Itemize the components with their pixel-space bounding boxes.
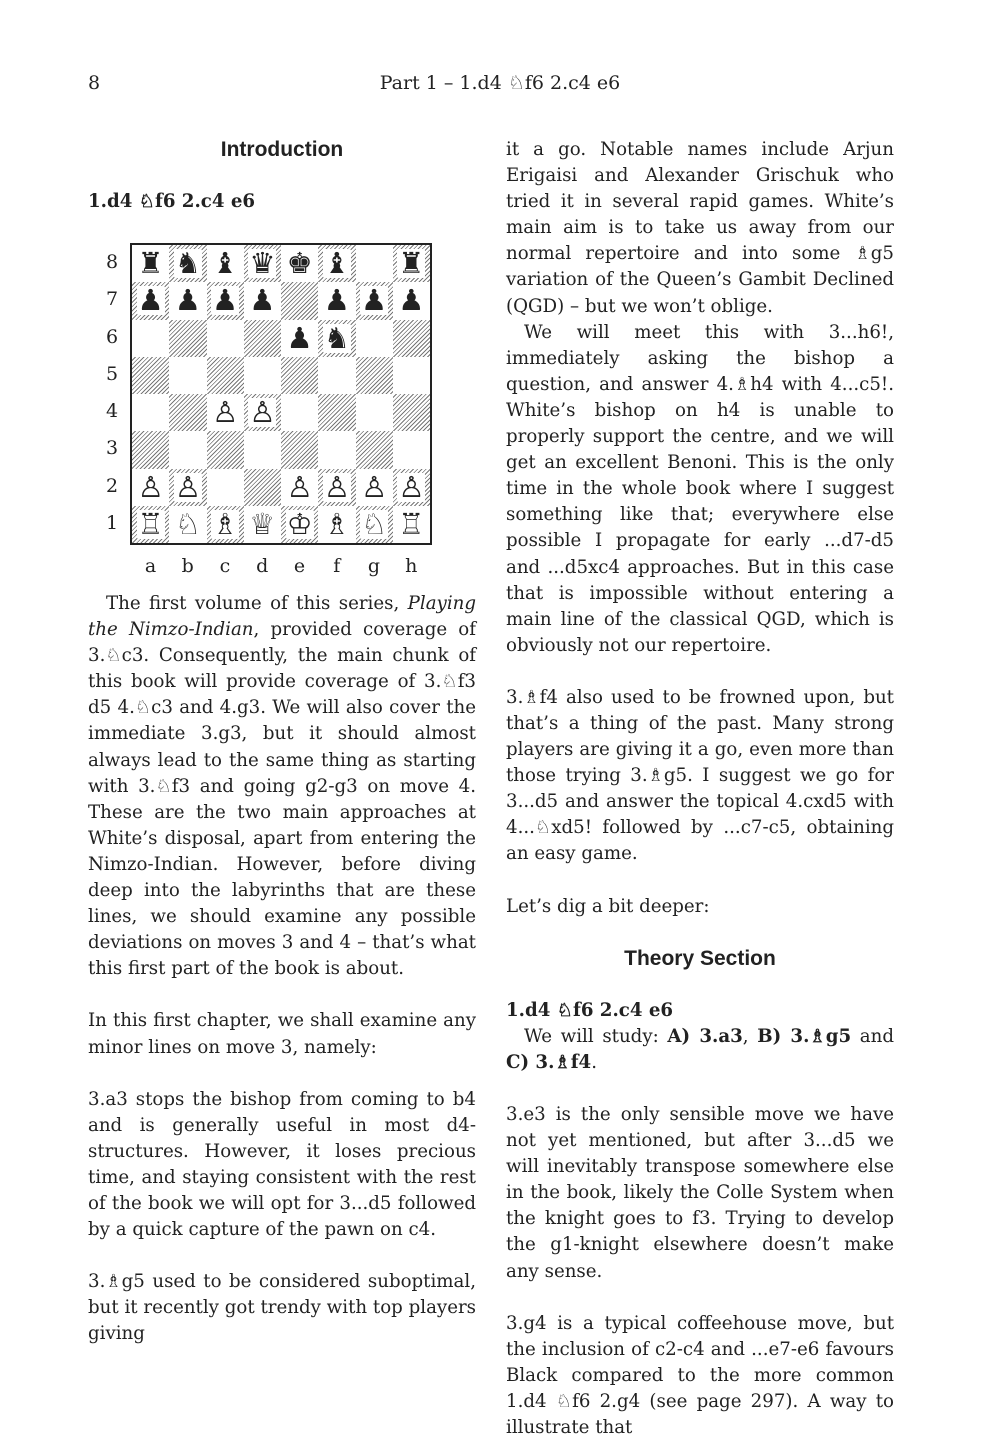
square-b4 [169,394,206,431]
square-b2 [169,469,206,506]
chess-piece-icon: ♞ [323,320,350,355]
square-f5 [318,357,355,394]
chess-piece-icon: ♟ [137,283,164,318]
chess-piece-icon: ♖ [398,506,425,541]
rank-label: 8 [105,251,119,273]
right-column [506,137,894,1441]
chess-piece-icon: ♝ [212,246,239,281]
chess-piece-icon: ♟ [249,283,276,318]
left-column-text [88,591,476,1347]
theory-section-heading: Theory Section [624,946,776,970]
file-label: e [293,555,306,577]
chess-piece-icon: ♟ [174,283,201,318]
chess-piece-icon: ♕ [249,506,276,541]
square-a8 [132,245,169,282]
left-column-top [88,137,476,215]
square-c2 [207,469,244,506]
chess-piece-icon: ♖ [137,506,164,541]
chess-piece-icon: ♟ [323,283,350,318]
rank-label: 2 [105,474,119,497]
chess-piece-icon: ♙ [137,469,164,504]
square-d8 [244,245,281,282]
right-paragraph-6: 3.g4 is a typical coffeehouse move, but the inclusion of c2-c4 and ...e7-e6 favours Black compared to the more common 1.d4 ♘f6 2.g4 (see page 297). A way to illustrate that [506,1312,894,1439]
square-b1 [169,506,206,543]
square-b8 [169,245,206,282]
square-e2 [281,469,318,506]
theory-moves: 1.d4 ♘f6 2.c4 e6 [506,999,674,1021]
chess-piece-icon: ♙ [361,469,388,504]
chess-piece-icon: ♗ [323,506,350,541]
square-e5 [281,357,318,394]
square-g6 [356,320,393,357]
square-h6 [393,320,430,357]
square-d5 [244,357,281,394]
rank-label: 4 [105,400,119,422]
chess-piece-icon: ♟ [361,283,388,318]
left-paragraph-1: The first volume of this series, Playing the Nimzo-Indian, provided coverage of 3.♘c3. Consequently, the main chunk of this book will provide coverage of 3.♘f3 d5 4.♘c3 and 4.g3. We will also cover the immediate 3.g3, but it should almost always lead to the same thing as starting with 3.♘f3 and going g2-g3 on move 4. These are the two main approaches at White’s disposal, apart from entering the Nimzo-Indian. However, before diving deep into the labyrinths that are these lines, we should examine any possible deviations on moves 3 and 4 – that’s what this first part of the book is about. [88,593,476,980]
square-b5 [169,357,206,394]
square-f8 [318,245,355,282]
rank-label: 3 [105,437,119,460]
square-h4 [393,394,430,431]
page-number: 8 [88,72,101,94]
left-paragraph-2: In this first chapter, we shall examine any minor lines on move 3, namely: [88,1010,476,1058]
square-h7 [393,282,430,319]
square-g7 [356,282,393,319]
square-d1 [244,506,281,543]
running-header: Part 1 – 1.d4 ♘f6 2.c4 e6 [379,72,621,94]
file-label: c [219,555,231,577]
intro-moves: 1.d4 ♘f6 2.c4 e6 [88,191,256,213]
square-e8 [281,245,318,282]
introduction-heading: Introduction [220,138,344,161]
square-h2 [393,469,430,506]
file-label: g [367,555,381,577]
right-paragraph-2: We will meet this with 3...h6!, immediately asking the bishop a question, and answer 4.♗h4 with 4...c5!. White’s bishop on h4 is unable to properly support the centre, and we will get an excellent Benoni. This is the only time in the whole book where I suggest something like that; everywhere else possible I propagate for early ...d7-d5 and ...d5xc4 approaches. But in this case that is impossible without entering a main line of the classical QGD, which is obviously not our repertoire. [506,321,894,656]
square-b6 [169,320,206,357]
square-d2 [244,469,281,506]
rank-label: 5 [105,362,119,385]
square-h8 [393,245,430,282]
file-label: f [333,555,341,577]
square-g2 [356,469,393,506]
square-f3 [318,431,355,468]
chess-piece-icon: ♟ [398,283,425,318]
square-g3 [356,431,393,468]
right-paragraph-4: Let’s dig a bit deeper: [506,895,710,917]
square-f2 [318,469,355,506]
square-e1 [281,506,318,543]
square-g4 [356,394,393,431]
rank-label: 1 [105,511,119,534]
chess-piece-icon: ♙ [286,469,313,504]
square-c7 [207,282,244,319]
square-a5 [132,357,169,394]
rank-label: 6 [105,325,119,348]
left-paragraph-3: 3.a3 stops the bishop from coming to b4 and is generally useful in most d4-structures. However, it loses precious time, and staying consistent with the rest of the book we will opt for 3...d5 followed by a quick capture of the pawn on c4. [88,1088,476,1241]
square-g1 [356,506,393,543]
chess-piece-icon: ♞ [174,246,201,281]
square-c6 [207,320,244,357]
square-g5 [356,357,393,394]
chess-piece-icon: ♔ [286,506,313,541]
square-a3 [132,431,169,468]
square-e4 [281,394,318,431]
square-a2 [132,469,169,506]
study-line: We will study: A) 3.a3, B) 3.♗g5 and C) 3.♗f4. [506,1025,894,1073]
square-h3 [393,431,430,468]
square-f6 [318,320,355,357]
square-f1 [318,506,355,543]
file-label: h [405,555,418,577]
right-paragraph-3: 3.♗f4 also used to be frowned upon, but that’s a thing of the past. Many strong players are giving it a go, even more than those trying 3.♗g5. I suggest we go for 3...d5 and answer the topical 4.cxd5 with 4...♘xd5! followed by ...c7-c5, obtaining an easy game. [506,686,894,865]
chess-piece-icon: ♚ [286,246,313,281]
square-d4 [244,394,281,431]
square-e3 [281,431,318,468]
square-c5 [207,357,244,394]
chess-piece-icon: ♘ [361,506,388,541]
square-h1 [393,506,430,543]
square-e7 [281,282,318,319]
chess-piece-icon: ♜ [137,246,164,281]
chess-piece-icon: ♘ [174,506,201,541]
square-f4 [318,394,355,431]
square-a6 [132,320,169,357]
square-c8 [207,245,244,282]
chess-piece-icon: ♜ [398,246,425,281]
square-a1 [132,506,169,543]
right-paragraph-1: it a go. Notable names include Arjun Erigaisi and Alexander Grischuk who tried it in several rapid games. White’s main aim is to take us away from our normal repertoire and into some ♗g5 variation of the Queen’s Gambit Declined (QGD) – but we won’t oblige. [506,139,894,317]
square-d6 [244,320,281,357]
chess-board [130,243,432,545]
square-g8 [356,245,393,282]
chess-piece-icon: ♝ [323,246,350,281]
chess-piece-icon: ♙ [212,395,239,430]
square-a4 [132,394,169,431]
left-paragraph-4: 3.♗g5 used to be considered suboptimal, but it recently got trendy with top players giving [88,1271,476,1345]
chess-diagram [100,243,440,583]
square-d3 [244,431,281,468]
chess-piece-icon: ♙ [174,469,201,504]
chess-piece-icon: ♙ [323,469,350,504]
square-b3 [169,431,206,468]
chess-piece-icon: ♛ [249,246,276,281]
square-c3 [207,431,244,468]
chess-piece-icon: ♟ [212,283,239,318]
square-b7 [169,282,206,319]
square-f7 [318,282,355,319]
square-e6 [281,320,318,357]
chess-piece-icon: ♙ [249,395,276,430]
chess-piece-icon: ♟ [286,320,313,355]
right-paragraph-5: 3.e3 is the only sensible move we have not yet mentioned, but after 3...d5 we will inevitably transpose somewhere else in the book, likely the Colle System when the knight goes to f3. Trying to develop the g1-knight elsewhere doesn’t make any sense. [506,1104,894,1282]
file-label: d [256,555,269,577]
square-d7 [244,282,281,319]
file-label: b [181,555,194,577]
square-h5 [393,357,430,394]
file-label: a [144,555,157,577]
square-c4 [207,394,244,431]
square-a7 [132,282,169,319]
chess-piece-icon: ♙ [398,469,425,504]
rank-label: 7 [105,288,119,311]
square-c1 [207,506,244,543]
chess-piece-icon: ♗ [212,506,239,541]
